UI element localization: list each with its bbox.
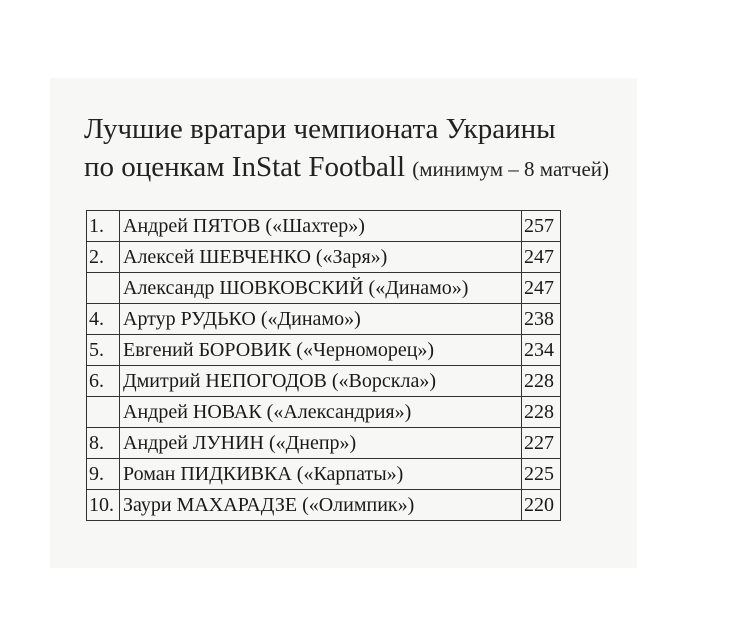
score-cell: 238	[522, 304, 561, 335]
player-cell: Евгений БОРОВИК («Черноморец»)	[120, 335, 522, 366]
player-cell: Александр ШОВКОВСКИЙ («Динамо»)	[120, 273, 522, 304]
rank-cell: 10.	[87, 490, 120, 521]
title-line-1: Лучшие вратари чемпионата Украины	[84, 113, 556, 145]
score-cell: 228	[522, 366, 561, 397]
player-cell: Артур РУДЬКО («Динамо»)	[120, 304, 522, 335]
player-cell: Заури МАХАРАДЗЕ («Олимпик»)	[120, 490, 522, 521]
table-row	[87, 366, 561, 397]
player-cell: Дмитрий НЕПОГОДОВ («Ворскла»)	[120, 366, 522, 397]
score-cell: 220	[522, 490, 561, 521]
score-cell: 228	[522, 397, 561, 428]
rank-cell: 9.	[87, 459, 120, 490]
table-row	[87, 428, 561, 459]
table-row	[87, 304, 561, 335]
title-line-2: по оценкам InStat Football	[84, 151, 405, 183]
rank-cell: 5.	[87, 335, 120, 366]
score-cell: 247	[522, 273, 561, 304]
goalkeeper-ranking-table	[86, 210, 561, 521]
score-cell: 225	[522, 459, 561, 490]
player-cell: Роман ПИДКИВКА («Карпаты»)	[120, 459, 522, 490]
rank-cell	[87, 273, 120, 304]
rank-cell: 1.	[87, 211, 120, 242]
table-row	[87, 490, 561, 521]
rank-cell: 4.	[87, 304, 120, 335]
table-row	[87, 273, 561, 304]
score-cell: 247	[522, 242, 561, 273]
score-cell: 234	[522, 335, 561, 366]
table-row	[87, 397, 561, 428]
player-cell: Андрей ПЯТОВ («Шахтер»)	[120, 211, 522, 242]
score-cell: 227	[522, 428, 561, 459]
table-row	[87, 211, 561, 242]
player-cell: Андрей ЛУНИН («Днепр»)	[120, 428, 522, 459]
rank-cell: 2.	[87, 242, 120, 273]
document-title	[84, 110, 609, 188]
score-cell: 257	[522, 211, 561, 242]
rank-cell: 8.	[87, 428, 120, 459]
table-row	[87, 335, 561, 366]
player-cell: Андрей НОВАК («Александрия»)	[120, 397, 522, 428]
rank-cell: 6.	[87, 366, 120, 397]
table-row	[87, 459, 561, 490]
title-note: (минимум – 8 матчей)	[412, 157, 610, 181]
player-cell: Алексей ШЕВЧЕНКО («Заря»)	[120, 242, 522, 273]
rank-cell	[87, 397, 120, 428]
table-row	[87, 242, 561, 273]
